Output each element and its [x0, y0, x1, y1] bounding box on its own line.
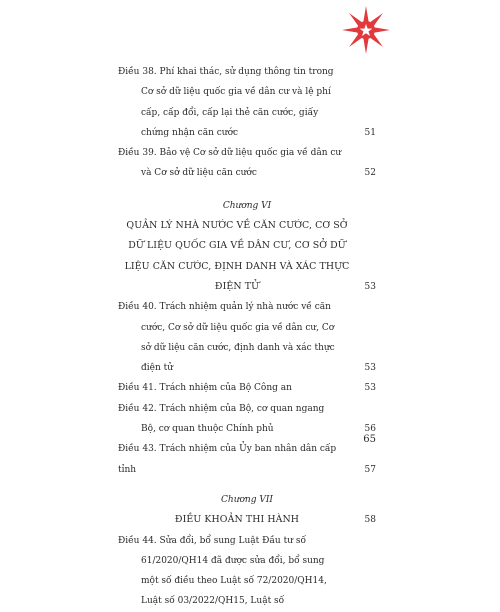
- red-star-emblem-icon: [340, 4, 392, 56]
- page-number: 65: [363, 434, 376, 445]
- chapter-6-label: Chương VI: [222, 200, 272, 211]
- toc-entry-article-40[interactable]: [118, 297, 376, 378]
- toc-entry-page: 53: [364, 383, 376, 394]
- toc-entry-page: 51: [364, 127, 376, 138]
- toc-entry-page: 56: [364, 424, 376, 435]
- toc-entry-chapter-6[interactable]: [118, 216, 376, 297]
- toc-entry-article-44[interactable]: [118, 531, 376, 612]
- toc-entry-page: 52: [364, 168, 376, 179]
- chapter-6-title: QUẢN LÝ NHÀ NƯỚC VỀ CĂN CƯỚC, CƠ SỞ DỮ LIỆU QUỐC GIA VỀ DÂN CƯ, CƠ SỞ DỮ LIỆU CĂN CƯỚC, ĐỊNH DANH VÀ XÁC THỰC ĐIỆN TỬ: [124, 220, 350, 292]
- toc-entry-article-43[interactable]: [118, 439, 376, 480]
- toc-entry-title: Điều 39. Bảo vệ Cơ sở dữ liệu quốc gia về dân cư và Cơ sở dữ liệu căn cước: [118, 148, 342, 179]
- toc-entry-page: 58: [364, 515, 376, 526]
- toc-entry-page: 53: [364, 281, 376, 292]
- toc-entry-page: 57: [364, 464, 376, 475]
- toc-entry-title: Điều 41. Trách nhiệm của Bộ Công an: [118, 383, 292, 394]
- toc-entry-page: 53: [364, 363, 376, 374]
- toc-entry-chapter-7[interactable]: [118, 510, 376, 530]
- toc-entry-article-38[interactable]: [118, 62, 376, 143]
- toc-entry-title: Điều 44. Sửa đổi, bổ sung Luật Đầu tư số 61/2020/QH14 đã được sửa đổi, bổ sung một số điều theo Luật số 72/2020/QH14, Luật số 03/2022/QH15, Luật số: [118, 535, 327, 607]
- table-of-contents: [118, 62, 376, 612]
- toc-entry-title: Điều 38. Phí khai thác, sử dụng thông tin trong Cơ sở dữ liệu quốc gia về dân cư và lệ phí cấp, cấp đổi, cấp lại thẻ căn cước, giấy chứng nhận căn cước: [118, 67, 334, 138]
- toc-entry-title: Điều 40. Trách nhiệm quản lý nhà nước về căn cước, Cơ sở dữ liệu quốc gia về dân cư, Cơ sở dữ liệu căn cước, định danh và xác thực điện tử: [118, 302, 335, 374]
- toc-entry-title: Điều 42. Trách nhiệm của Bộ, cơ quan ngang Bộ, cơ quan thuộc Chính phủ: [118, 403, 325, 435]
- chapter-7-label: Chương VII: [221, 494, 273, 505]
- toc-entry-article-41[interactable]: [118, 378, 376, 398]
- toc-entry-article-39[interactable]: [118, 143, 376, 184]
- toc-entry-title: Điều 43. Trách nhiệm của Ủy ban nhân dân cấp tỉnh: [118, 444, 337, 475]
- chapter-7-title: ĐIỀU KHOẢN THI HÀNH: [174, 514, 300, 526]
